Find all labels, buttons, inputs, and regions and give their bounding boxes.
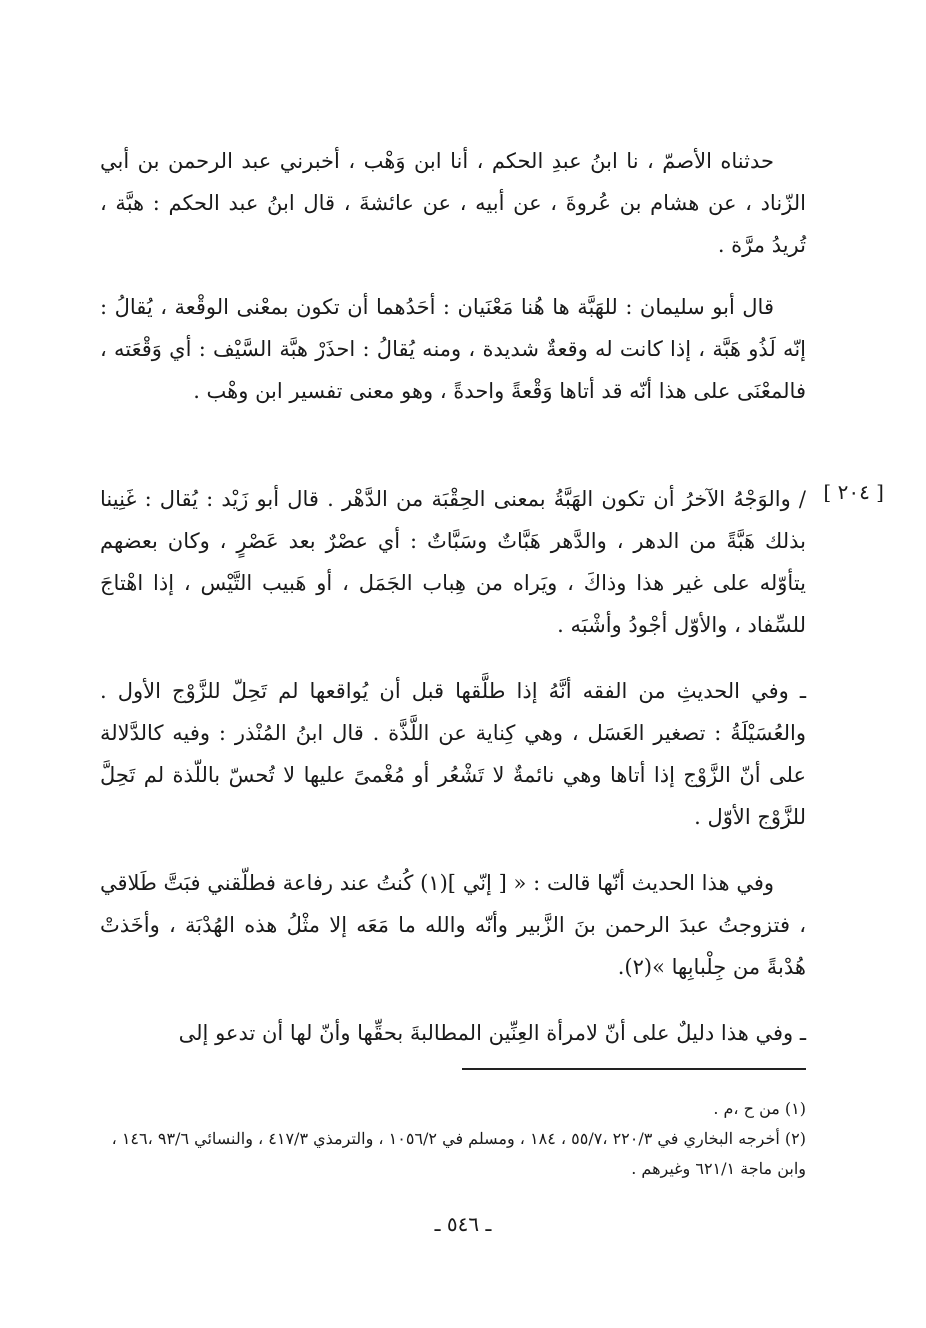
page-number: ـ ٥٤٦ ـ [434, 1212, 492, 1236]
paragraph-2: قال أبو سليمان : للهَبَّة ها هُنا مَعْنَيان : أحَدُهما أن تكون بمعْنى الوقْعة ، يُقالُ : إنّه لَذُو هَبَّة ، إذا كانت له وقعةٌ شديدة ، ومنه يُقالُ : احذَرْ هبَّة السَّيْف : أي وَقْعَته ، فالمعْنَى على هذا أنّه قد أتاها وَقْعةً واحدةً ، وهو معنى تفسير ابن وهْب . [100, 295, 806, 403]
paragraph-6: ـ وفي هذا دليلٌ على أنّ لامرأة العِنِّين المطالبةَ بحقِّها وأنّ لها أن تدعو إلى [178, 1021, 806, 1045]
footnote-1: (١) من ح ،م . [713, 1099, 806, 1118]
footnote-divider [462, 1068, 806, 1070]
margin-page-reference: [ ٢٠٤ ] [823, 480, 884, 504]
paragraph-1: حدثناه الأصمّ ، نا ابنُ عبدِ الحكم ، أنا ابن وَهْب ، أخبرني عبد الرحمن بن أبي الزّناد ، عن هشام بن عُروةَ ، عن أبيه ، عن عائشةَ ، قال ابنُ عبد الحكم : هبَّة ، تُريدُ مرَّة . [100, 149, 806, 257]
paragraph-3: / والوَجْهُ الآخرُ أن تكون الهَبَّةُ بمعنى الحِقْبَة من الدَّهْر . قال أبو زَيْد : يُقال : غَنِينا بذلك هَبَّةً من الدهر ، والدَّهر هَبَّاتٌ وسَبَّاتٌ : أي عصْرٌ بعد عَصْرٍ ، وكان بعضهم يتأوّله على غير هذا وذاكَ ، ويَراه من هِباب الجَمَل ، أو هَبيب التَّيْس ، إذا اهْتاجَ للسِّفاد ، والأوّل أجْودُ وأشْبَه . [100, 487, 806, 637]
footnotes [100, 1094, 806, 1184]
footnote-2: (٢) أخرجه البخاري في ٢٢٠/٣ ،٥٥/٧ ، ١٨٤ ، ومسلم في ١٠٥٦/٢ ، والترمذي ٤١٧/٣ ، والنسائي ٩٣/٦ ،١٤٦ ، وابن ماجة ٦٢١/١ وغيرهم . [111, 1129, 806, 1178]
paragraph-4: ـ وفي الحديثِ من الفقه أنَّهُ إذا طلَّقها قبل أن يُواقعها لم تَحِلّ للزَّوْج الأول . والعُسَيْلَةُ : تصغير العَسَل ، وهي كِناية عن اللَّذَّة . قال ابنُ المُنْذر : وفيه كالدَّلالة على أنّ الزَّوْج إذا أتاها وهي نائمةٌ لا تَشْعُر أو مُغْمىً عليها لا تُحسّ باللّذة لم تَحِلَّ للزَّوْج الأوّل . [100, 679, 806, 829]
paragraph-5: وفي هذا الحديث أنّها قالت : « [ إنّي ](١) كُنتُ عند رفاعة فطلّقني فبَتَّ طَلاقي ، فتزوجتُ عبدَ الرحمن بنَ الزَّبير وأنّه والله ما مَعَه إلا مثْلُ هذه الهُدْبَة ، وأخَذتْ هُدْبةً من جِلْبابِها »(٢). [100, 871, 806, 979]
